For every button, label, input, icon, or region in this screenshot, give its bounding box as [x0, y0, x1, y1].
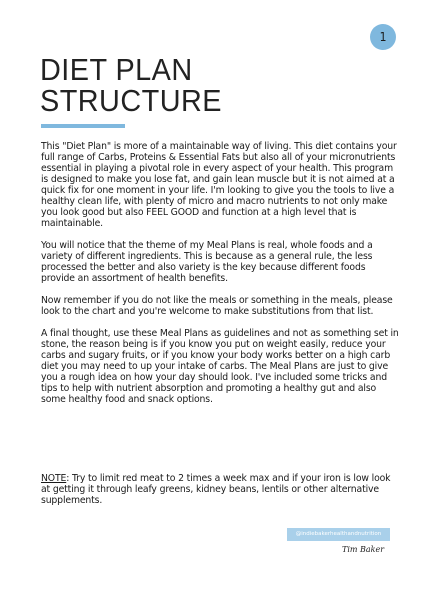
title-underline: [41, 124, 125, 128]
social-handle-bar: @indiebakerhealthandnutrition: [287, 528, 390, 541]
note: [41, 473, 399, 506]
body-text: [41, 141, 399, 416]
title-line-2: STRUCTURE: [40, 83, 222, 118]
paragraph: This "Diet Plan" is more of a maintainable way of living. This diet contains your full range of Carbs, Proteins & Essential Fats but also all of your micronutrients essential in playing a pivotal role in every aspect of your health. This program is designed to make you lose fat, and gain lean muscle but it is not aimed at a quick fix for one moment in your life. I'm looking to give you the tools to live a healthy clean life, with plenty of micro and macro nutrients to not only make you look good but also FEEL GOOD and function at a high level that is maintainable.: [41, 141, 397, 229]
page-title: [40, 54, 222, 116]
paragraph: You will notice that the theme of my Meal Plans is real, whole foods and a variety of different ingredients. This is because as a general rule, the less processed the better and also variety is the key because different foods provide an assortment of health benefits.: [41, 240, 373, 284]
title-line-1: DIET PLAN: [40, 52, 193, 87]
paragraph: A final thought, use these Meal Plans as guidelines and not as something set in stone, the reason being is if you know you put on weight easily, reduce your carbs and sugary fruits, or if you know your body works better on a high carb diet you may need to up your intake of carbs. The Meal Plans are just to give you a rough idea on how your day should look. I've included some tricks and tips to help with nutrient absorption and promoting a healthy gut and also some healthy food and snack options.: [41, 328, 399, 405]
paragraph: Now remember if you do not like the meals or something in the meals, please look to the chart and you're welcome to make substitutions from that list.: [41, 295, 393, 317]
note-label: NOTE: [41, 473, 67, 484]
note-text: : Try to limit red meat to 2 times a week max and if your iron is low look at getting it through leafy greens, kidney beans, lentils or other alternative supplements.: [41, 473, 391, 506]
page-number-badge: 1: [370, 24, 396, 50]
signature: Tim Baker: [342, 545, 385, 554]
